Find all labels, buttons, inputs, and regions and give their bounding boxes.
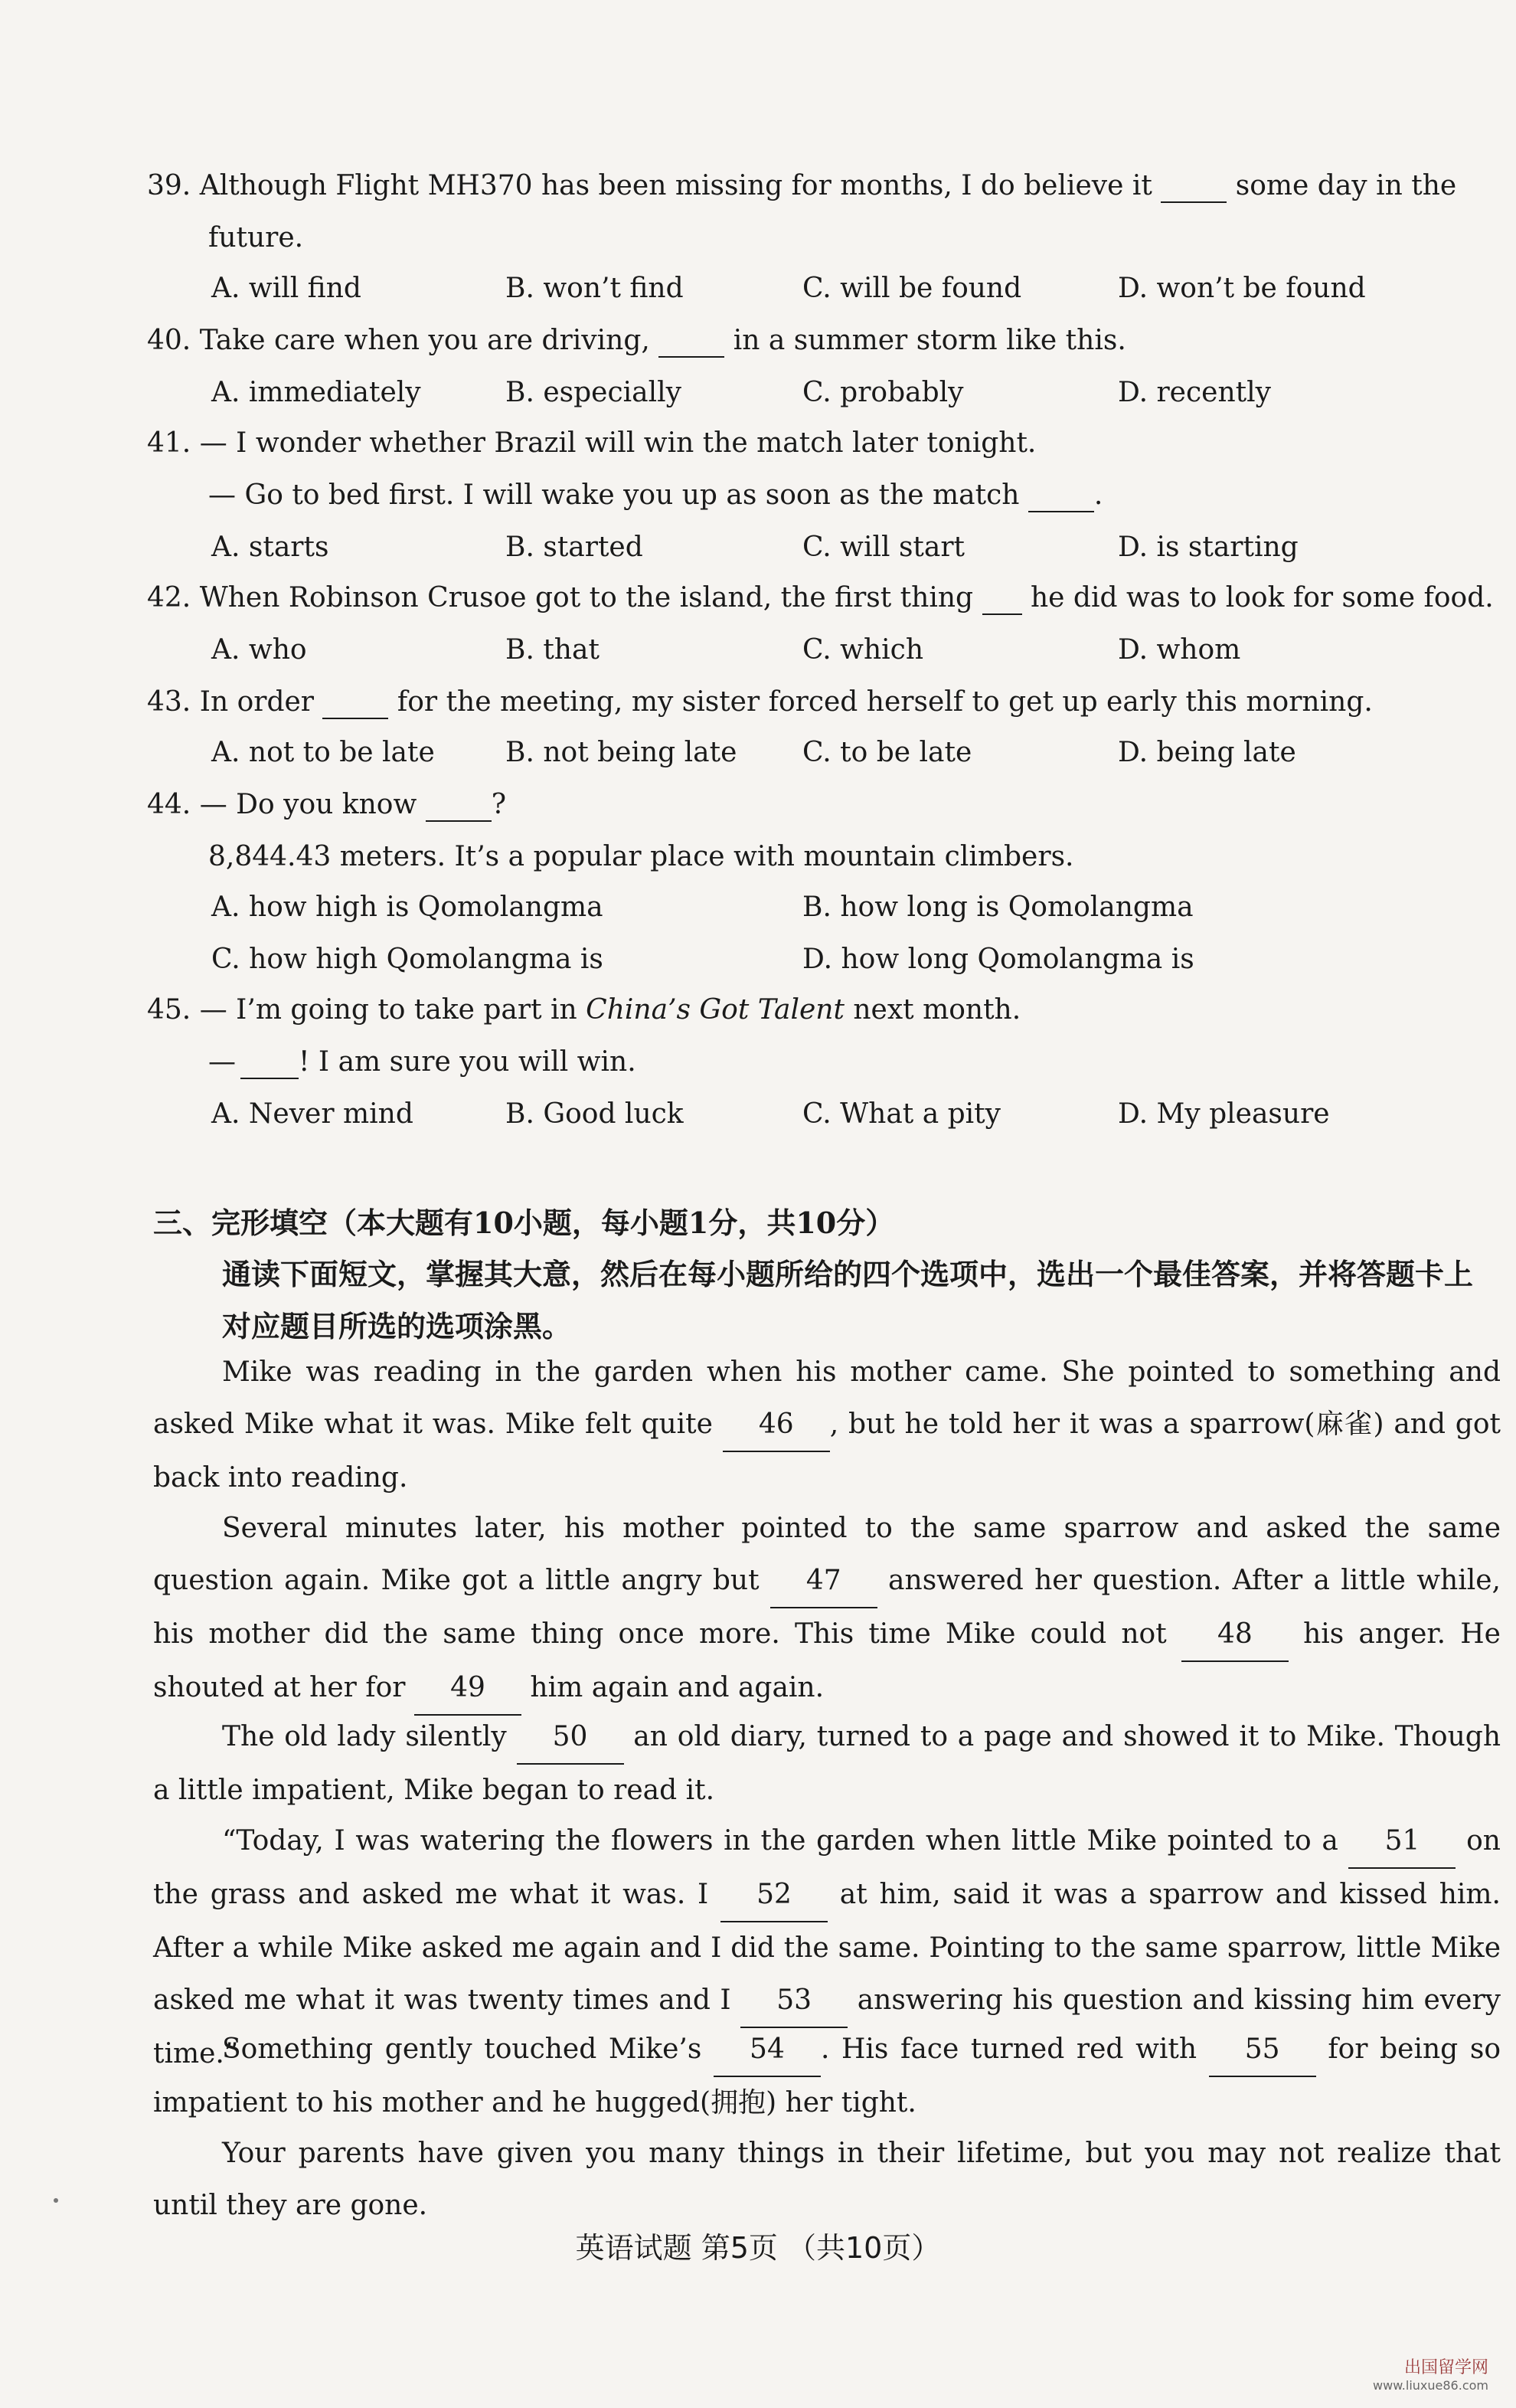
- site-watermark: [1373, 2354, 1488, 2393]
- question-text: in a summer storm like this.: [733, 325, 1126, 356]
- passage-text: Several minutes later, his mother pointed to the same sparrow and asked the same question again. Mike got a little angry but: [153, 1513, 1501, 1596]
- option-b: B. not being late: [505, 737, 737, 768]
- question-44-line2: [208, 841, 1073, 872]
- question-39: [147, 170, 1456, 203]
- passage-text: on the grass and asked me what it was. I: [153, 1825, 1501, 1910]
- page-footer: 英语试题 第5页 （共10页）: [575, 2231, 941, 2265]
- option-b: B. how long is Qomolangma: [802, 892, 1194, 923]
- passage-text: The old lady silently: [222, 1721, 507, 1752]
- question-text: next month.: [853, 994, 1021, 1026]
- option-c: C. What a pity: [802, 1098, 1001, 1130]
- option-d: D. won’t be found: [1118, 273, 1366, 304]
- cloze-blank-52: 52: [720, 1869, 828, 1922]
- passage-paragraph-1: [153, 1346, 1501, 1504]
- passage-text: “Today, I was watering the flowers in the garden when little Mike pointed to a: [222, 1825, 1338, 1857]
- passage-text: , but he told her it was a sparrow(麻雀) and got back into reading.: [153, 1408, 1501, 1494]
- option-b: B. started: [505, 532, 643, 563]
- option-a: A. immediately: [211, 377, 421, 408]
- answer-blank: [658, 325, 724, 358]
- passage-text: answered her question. After a little while, his mother did the same thing once more. This time Mike could not: [153, 1565, 1501, 1650]
- passage-text: answering his question and kissing him every time.”: [153, 1984, 1501, 2069]
- question-text: — Do you know: [199, 789, 417, 820]
- option-b: B. especially: [505, 377, 681, 408]
- option-d: D. whom: [1118, 634, 1241, 666]
- option-a: A. Never mind: [211, 1098, 413, 1130]
- question-45-line2: [208, 1046, 636, 1079]
- question-41: [147, 427, 1036, 459]
- option-c: C. to be late: [802, 737, 972, 768]
- cloze-blank-47: 47: [770, 1555, 877, 1608]
- option-a: A. who: [211, 634, 307, 666]
- show-title: China’s Got Talent: [586, 994, 845, 1026]
- passage-text: Something gently touched Mike’s: [222, 2033, 702, 2065]
- option-d: D. being late: [1118, 737, 1296, 768]
- option-c: C. probably: [802, 377, 964, 408]
- question-number: 40.: [147, 325, 191, 356]
- question-41-line2: [208, 479, 1103, 512]
- section-instruction: 通读下面短文，掌握其大意，然后在每小题所给的四个选项中，选出一个最佳答案，并将答题卡上对应题目所选的选项涂黑。: [222, 1257, 1474, 1343]
- option-d: D. is starting: [1118, 532, 1299, 563]
- cloze-blank-48: 48: [1181, 1608, 1289, 1662]
- question-text: for the meeting, my sister forced herself to get up early this morning.: [397, 686, 1373, 718]
- question-text: — I’m going to take part in: [199, 994, 577, 1026]
- watermark-name: 出国留学网: [1403, 2358, 1488, 2377]
- passage-text: Mike was reading in the garden when his mother came. She pointed to something and asked Mike what it was. Mike felt quite: [153, 1356, 1501, 1440]
- cloze-blank-54: 54: [714, 2024, 821, 2077]
- question-number: 44.: [147, 789, 191, 820]
- section-title: 三、完形填空（本大题有10小题，每小题1分，共10分）: [153, 1206, 895, 1240]
- passage-text: an old diary, turned to a page and showed it to Mike. Though a little impatient, Mike began to read it.: [153, 1721, 1501, 1806]
- question-text: ! I am sure you will win.: [299, 1046, 636, 1078]
- passage-paragraph-5: [153, 2024, 1501, 2129]
- answer-blank: [1028, 479, 1094, 512]
- cloze-blank-49: 49: [414, 1662, 521, 1716]
- question-text: Take care when you are driving,: [199, 325, 650, 356]
- question-text: he did was to look for some food.: [1030, 582, 1494, 613]
- passage-text: . His face turned red with: [820, 2033, 1197, 2065]
- question-text: In order: [199, 686, 315, 718]
- bleed-through-text: [46, 161, 54, 211]
- question-text: — Go to bed first. I will wake you up as soon as the match: [208, 479, 1020, 511]
- passage-text: him again and again.: [530, 1672, 825, 1703]
- answer-blank: [1161, 170, 1227, 203]
- question-text: ?: [491, 789, 507, 820]
- question-43: [147, 686, 1373, 719]
- question-number: 39.: [147, 170, 191, 201]
- option-d: D. My pleasure: [1118, 1098, 1330, 1130]
- option-c: C. how high Qomolangma is: [211, 944, 603, 975]
- question-text: future.: [208, 222, 304, 254]
- question-42: [147, 582, 1494, 615]
- option-c: C. will be found: [802, 273, 1022, 304]
- option-a: A. starts: [211, 532, 329, 563]
- answer-blank: [982, 582, 1022, 615]
- option-d: D. recently: [1118, 377, 1271, 408]
- question-40: [147, 325, 1126, 358]
- question-number: 41.: [147, 427, 191, 459]
- question-text: .: [1093, 479, 1103, 511]
- question-text: When Robinson Crusoe got to the island, the first thing: [199, 582, 974, 613]
- cloze-blank-55: 55: [1209, 2024, 1316, 2077]
- watermark-url: www.liuxue86.com: [1373, 2378, 1488, 2393]
- answer-blank: [322, 686, 388, 719]
- option-c: C. will start: [802, 532, 965, 563]
- cloze-blank-46: 46: [723, 1399, 830, 1452]
- question-45: [147, 994, 1021, 1026]
- scan-speck: [54, 2198, 58, 2203]
- passage-text: his anger. He shouted at her for: [153, 1618, 1501, 1703]
- question-text: 8,844.43 meters. It’s a popular place with mountain climbers.: [208, 841, 1074, 872]
- passage-paragraph-2: [153, 1503, 1501, 1716]
- option-b: B. that: [505, 634, 600, 666]
- question-number: 43.: [147, 686, 191, 718]
- option-b: B. Good luck: [505, 1098, 684, 1130]
- option-a: A. how high is Qomolangma: [211, 892, 603, 923]
- option-b: B. won’t find: [505, 273, 684, 304]
- passage-paragraph-6: Your parents have given you many things in their lifetime, but you may not realize that until they are gone.: [153, 2138, 1501, 2221]
- answer-blank: [426, 789, 492, 822]
- question-44: [147, 789, 506, 822]
- option-c: C. which: [802, 634, 924, 666]
- answer-blank: [240, 1046, 299, 1079]
- option-d: D. how long Qomolangma is: [802, 944, 1194, 975]
- question-number: 45.: [147, 994, 191, 1026]
- question-text: some day in the: [1235, 170, 1457, 201]
- passage-text: at him, said it was a sparrow and kissed him. After a while Mike asked me again and I did the same. Pointing to the same sparrow, little Mike asked me what it was twenty times and I: [153, 1879, 1501, 2016]
- cloze-blank-50: 50: [517, 1711, 624, 1765]
- passage-paragraph-3: [153, 1711, 1501, 1817]
- cloze-blank-51: 51: [1348, 1815, 1456, 1869]
- question-text: — I wonder whether Brazil will win the match later tonight.: [199, 427, 1037, 459]
- question-39-continuation: [208, 222, 303, 254]
- option-a: A. not to be late: [211, 737, 435, 768]
- cloze-blank-53: 53: [740, 1974, 848, 2028]
- option-a: A. will find: [211, 273, 361, 304]
- question-text: Although Flight MH370 has been missing for months, I do believe it: [199, 170, 1152, 201]
- passage-text: for being so impatient to his mother and he hugged(拥抱) her tight.: [153, 2033, 1501, 2118]
- question-number: 42.: [147, 582, 191, 613]
- question-text: —: [208, 1046, 236, 1078]
